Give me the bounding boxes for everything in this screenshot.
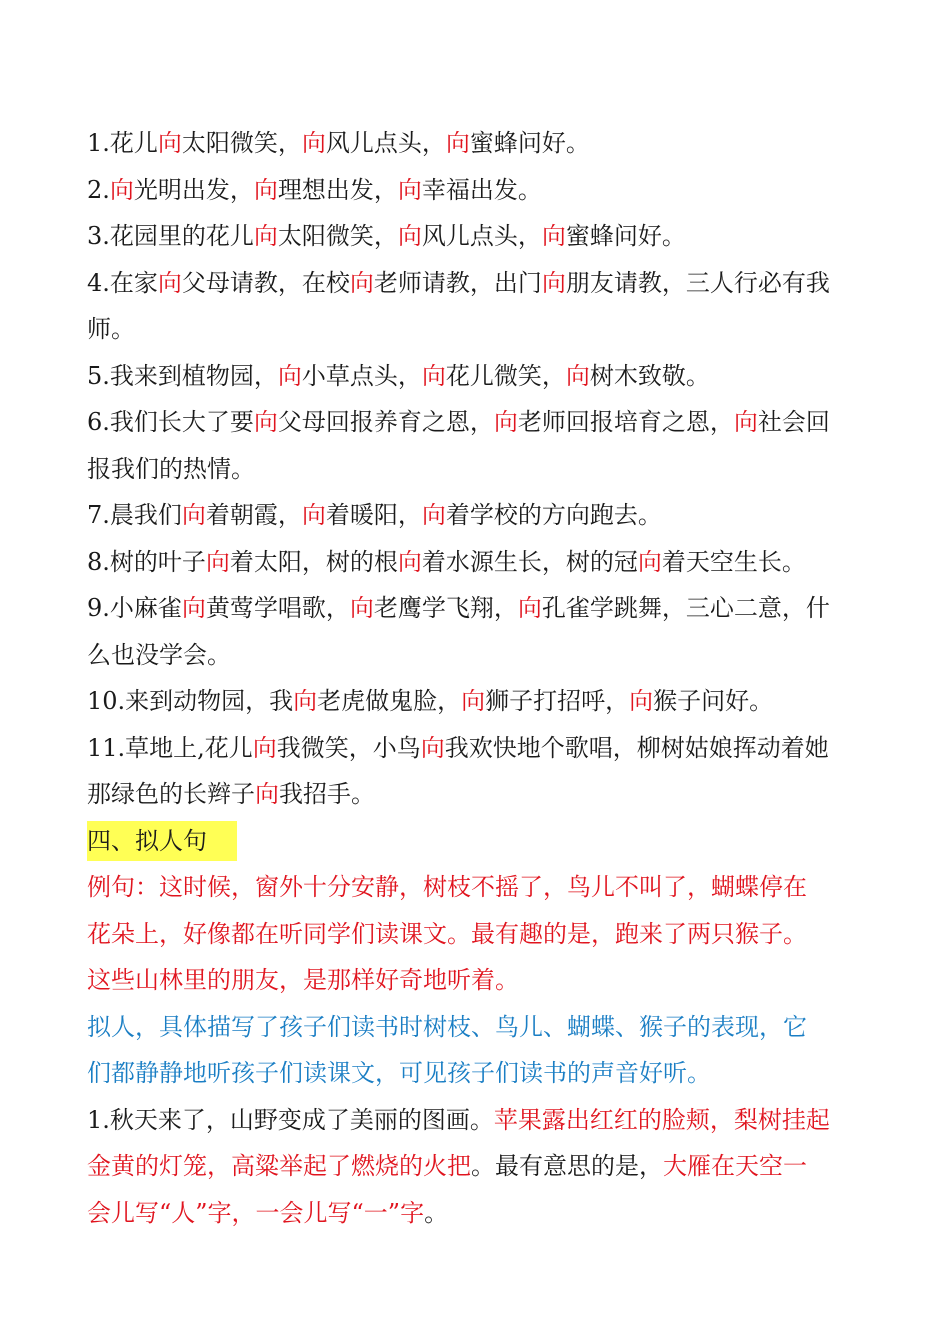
highlighted-text: 向 [253, 175, 278, 204]
text-segment: 我欢快地个歌唱，柳树姑娘挥动着她 [444, 733, 829, 762]
highlighted-text: 向 [253, 408, 278, 436]
text-segment: 社会回 [757, 408, 830, 436]
sentence-line [87, 492, 865, 539]
text-segment: 朋友请教，三人行必有我 [565, 268, 830, 297]
highlighted-text: 向 [253, 222, 278, 250]
highlighted-text: 向 [565, 361, 590, 390]
highlighted-text: 会儿写“人”字，一会儿写“一”字 [87, 1198, 425, 1227]
text-segment: 着学校的方向跑去。 [445, 501, 662, 529]
sentence-list [87, 120, 865, 818]
text-segment: 蜜蜂问好。 [565, 222, 686, 250]
sentence-line [87, 678, 865, 725]
highlighted-text: 向 [421, 361, 446, 390]
sentence-line [87, 353, 865, 400]
text-segment: 着朝霞， [205, 501, 302, 529]
text-segment: 我微笑，小鸟 [276, 733, 421, 762]
example-line: 例句：这时候，窗外十分安静，树枝不摇了，鸟儿不叫了，蝴蝶停在 [87, 873, 807, 901]
text-segment: 1.花儿 [87, 129, 158, 157]
highlighted-text: 向 [397, 547, 422, 576]
analysis-line: 们都静静地听孩子们读课文，可见孩子们读书的声音好听。 [87, 1059, 711, 1087]
highlighted-text: 向 [493, 408, 518, 436]
highlighted-text: 向 [445, 129, 470, 157]
sentence-line [87, 771, 865, 818]
sentence-line [87, 213, 865, 260]
highlighted-text: 向 [252, 733, 277, 762]
highlighted-text: 向 [733, 408, 758, 436]
text-segment: 1.秋天来了，山野变成了美丽的图画。 [87, 1105, 494, 1134]
highlighted-text: 向 [397, 222, 422, 250]
text-segment: 2. [87, 175, 110, 204]
text-segment: 6.我们长大了要 [87, 408, 254, 436]
text-segment: 着太阳，树的根 [229, 547, 398, 576]
sentence-line [87, 120, 865, 167]
section-heading: 四、拟人句 [87, 821, 237, 861]
text-segment: 。最有意思的是， [471, 1152, 663, 1180]
text-segment: 3.花园里的花儿 [87, 222, 254, 250]
sentence-line [87, 585, 865, 632]
text-segment: 着暖阳， [325, 501, 422, 529]
highlighted-text: 向 [205, 547, 230, 576]
highlighted-text: 向 [277, 361, 302, 390]
highlighted-text: 向 [349, 594, 374, 622]
text-segment: 老鹰学飞翔， [373, 594, 518, 622]
text-segment: 老虎做鬼脸， [317, 687, 462, 715]
highlighted-text: 向 [541, 268, 566, 297]
highlighted-text: 向 [517, 594, 542, 622]
highlighted-text: 向 [181, 501, 206, 529]
sentence-line [87, 539, 865, 586]
highlighted-text: 向 [461, 687, 486, 715]
text-segment: 狮子打招呼， [485, 687, 630, 715]
text-segment: 理想出发， [277, 175, 398, 204]
text-segment: 太阳微笑， [277, 222, 398, 250]
text-segment: 猴子问好。 [653, 687, 774, 715]
example-line: 这些山林里的朋友，是那样好奇地听着。 [87, 966, 519, 994]
highlighted-text: 向 [181, 594, 206, 622]
item-line [87, 1143, 865, 1190]
text-segment: 我招手。 [279, 780, 375, 808]
document-content [87, 120, 865, 1236]
text-segment: 10.来到动物园，我 [87, 687, 294, 715]
section-heading-row [87, 818, 865, 865]
text-segment: 师。 [87, 315, 135, 343]
highlighted-text: 向 [293, 687, 318, 715]
text-segment: 黄莺学唱歌， [205, 594, 350, 622]
personification-item-1 [87, 1097, 865, 1237]
highlighted-text: 向 [109, 175, 134, 204]
text-segment: 么也没学会。 [87, 640, 231, 669]
item-line [87, 1190, 865, 1237]
highlighted-text: 向 [301, 129, 326, 157]
highlighted-text: 向 [629, 687, 654, 715]
text-segment: 8.树的叶子 [87, 547, 206, 576]
sentence-line [87, 725, 865, 772]
text-segment: 5.我来到植物园， [87, 361, 278, 390]
highlighted-text: 向 [397, 175, 422, 204]
text-segment: 报我们的热情。 [87, 454, 255, 483]
text-segment: 11.草地上,花儿 [87, 733, 253, 762]
text-segment: 。 [424, 1198, 449, 1227]
text-segment: 7.晨我们 [87, 501, 182, 529]
text-segment: 4.在家 [87, 268, 158, 297]
highlighted-text: 苹果露出红红的脸颊，梨树挂起 [493, 1105, 830, 1134]
text-segment: 老师请教，出门 [373, 268, 542, 297]
highlighted-text: 向 [421, 501, 446, 529]
text-segment: 幸福出发。 [421, 175, 542, 204]
text-segment: 着水源生长，树的冠 [421, 547, 638, 576]
sentence-line [87, 446, 865, 493]
text-segment: 孔雀学跳舞，三心二意，什 [541, 594, 830, 622]
highlighted-text: 向 [255, 780, 279, 808]
sentence-line [87, 632, 865, 679]
highlighted-text: 向 [541, 222, 566, 250]
sentence-line [87, 399, 865, 446]
text-segment: 花儿微笑， [445, 361, 566, 390]
example-line: 花朵上，好像都在听同学们读课文。最有趣的是，跑来了两只猴子。 [87, 919, 807, 948]
text-segment: 9.小麻雀 [87, 594, 182, 622]
highlighted-text: 向 [637, 547, 662, 576]
text-segment: 风儿点头， [421, 222, 542, 250]
item-line [87, 1097, 865, 1144]
sentence-line [87, 260, 865, 307]
text-segment: 父母回报养育之恩， [277, 408, 494, 436]
text-segment: 着天空生长。 [661, 547, 806, 576]
text-segment: 蜜蜂问好。 [469, 129, 590, 157]
highlighted-text: 向 [420, 733, 445, 762]
highlighted-text: 向 [157, 129, 182, 157]
text-segment: 老师回报培育之恩， [517, 408, 734, 436]
text-segment: 那绿色的长辫子 [87, 780, 255, 808]
text-segment: 光明出发， [133, 175, 254, 204]
highlighted-text: 向 [157, 268, 182, 297]
highlighted-text: 向 [301, 501, 326, 529]
highlighted-text: 金黄的灯笼，高粱举起了燃烧的火把 [87, 1152, 471, 1180]
highlighted-text: 向 [349, 268, 374, 297]
highlighted-text: 大雁在天空一 [663, 1152, 807, 1180]
sentence-line [87, 306, 865, 353]
text-segment: 父母请教，在校 [181, 268, 350, 297]
text-segment: 小草点头， [301, 361, 422, 390]
analysis-line: 拟人，具体描写了孩子们读书时树枝、鸟儿、蝴蝶、猴子的表现，它 [87, 1012, 807, 1041]
analysis-paragraph [87, 1004, 865, 1097]
text-segment: 太阳微笑， [181, 129, 302, 157]
text-segment: 树木致敬。 [589, 361, 710, 390]
example-paragraph [87, 864, 865, 1004]
text-segment: 风儿点头， [325, 129, 446, 157]
sentence-line [87, 167, 865, 214]
